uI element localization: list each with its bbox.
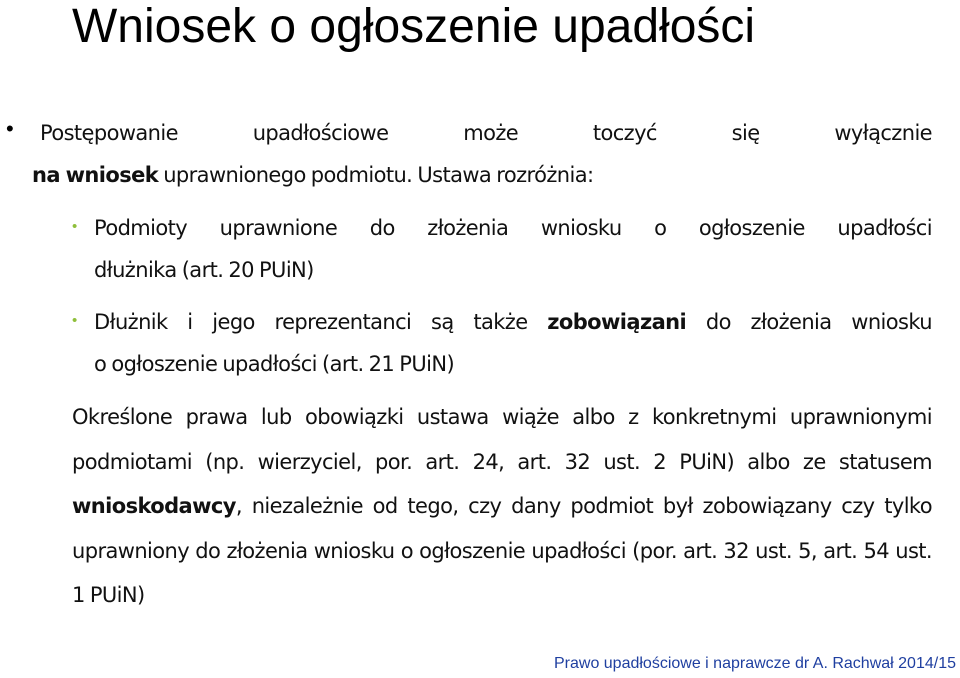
sub-bullet-icon: •: [72, 218, 78, 235]
paragraph-main-line1: Postępowanie upadłościowe może toczyć się wyłącznie: [40, 121, 932, 145]
paragraph-statuses-post: , niezależnie od tego, czy dany podmiot był zobowiązany czy tylko uprawniony do złożenia wniosku o ogłoszenie upadłości (por. art. 32 ust. 5, art. 54 ust. 1 PUiN): [72, 494, 932, 607]
sub-item-2-pre: Dłużnik i jego reprezentanci są także: [94, 310, 548, 334]
sub-item-2-line1: [94, 301, 932, 343]
sub-item-1-rest: dłużnika (art. 20 PUiN): [94, 258, 314, 282]
sub-item-2-post: do złożenia wniosku: [686, 310, 932, 334]
sub-item-2-rest: o ogłoszenie upadłości (art. 21 PUiN): [94, 352, 455, 376]
sub-bullet-icon: •: [72, 312, 78, 329]
sub-item-1: [94, 207, 932, 291]
paragraph-statuses: [72, 395, 932, 618]
paragraph-statuses-bold: wnioskodawcy: [72, 494, 236, 518]
slide-title: Wniosek o ogłoszenie upadłości: [72, 0, 756, 53]
sub-item-2: [94, 301, 932, 385]
main-bullet-icon: •: [6, 116, 14, 141]
paragraph-statuses-pre: Określone prawa lub obowiązki ustawa wiąże albo z konkretnymi uprawnionymi podmiotami (np. wierzyciel, por. art. 24, art. 32 ust. 2 PUiN) albo ze statusem: [72, 405, 932, 474]
sub-item-1-line1: Podmioty uprawnione do złożenia wniosku o ogłoszenie upadłości: [94, 216, 932, 240]
paragraph-main: [32, 112, 932, 196]
paragraph-main-rest: uprawnionego podmiotu. Ustawa rozróżnia:: [158, 163, 594, 187]
sub-item-2-bold: zobowiązani: [547, 310, 687, 334]
paragraph-main-bold: na wniosek: [32, 163, 159, 187]
slide-footer: Prawo upadłościowe i naprawcze dr A. Rachwał 2014/15: [553, 655, 956, 672]
